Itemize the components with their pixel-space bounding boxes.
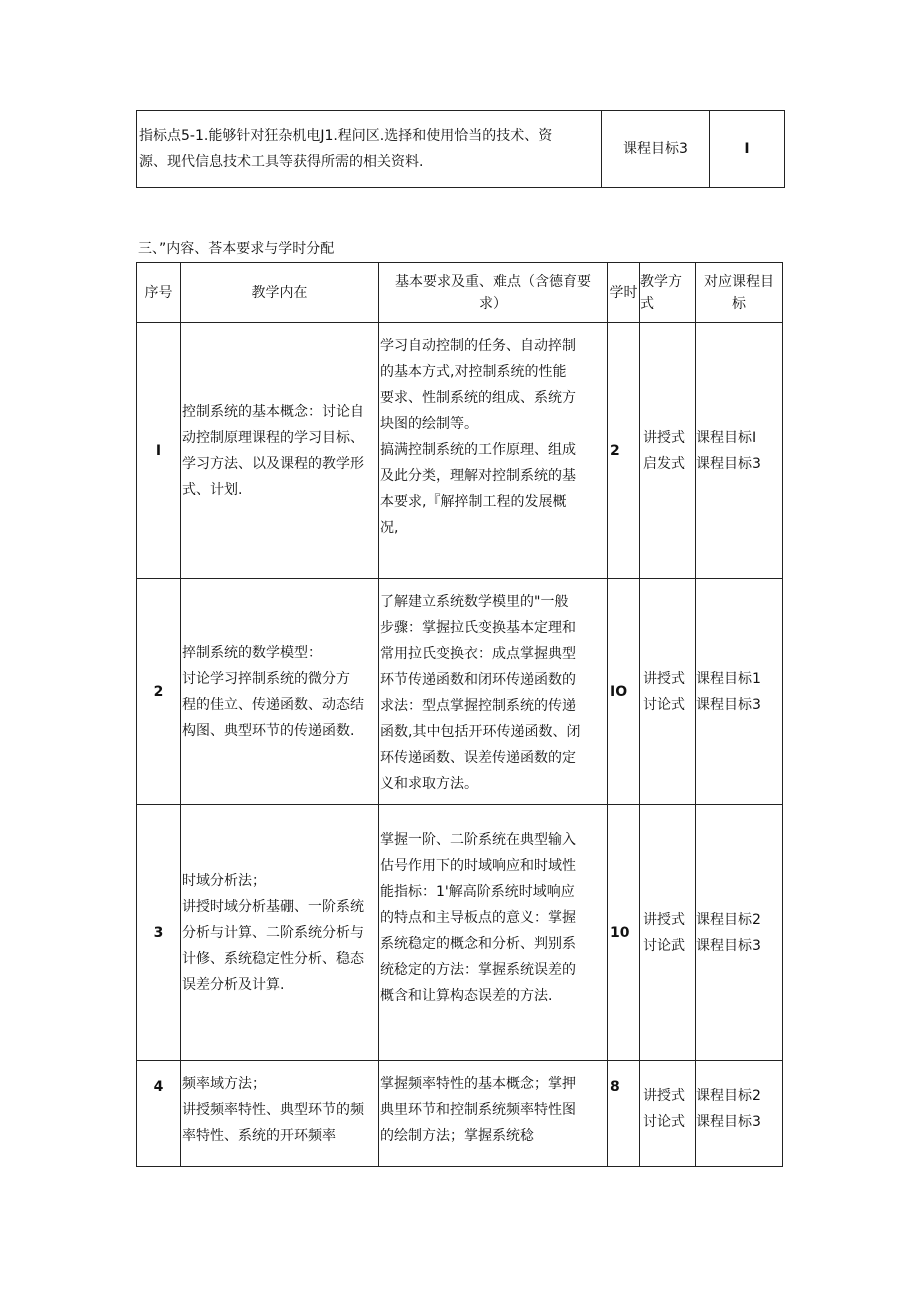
- header-goal: [696, 263, 783, 323]
- row-method-line: 讲授式: [643, 670, 685, 687]
- row-content: [181, 323, 379, 579]
- row-goal-line: 课程目标2: [696, 1088, 761, 1104]
- row-requirements-line: 典里环节和控制系统频率特性图: [380, 1102, 576, 1118]
- indicator-row: [137, 111, 785, 188]
- header-row: [137, 263, 783, 323]
- row-requirements: [379, 805, 608, 1061]
- row-requirements-line: 了解建立系统数学模里的"一般: [380, 594, 569, 610]
- row-requirements-line: 环节传递函数和闭环传递函数的: [380, 672, 576, 688]
- row-seq: 3: [137, 805, 181, 1061]
- row-goal-line: 课程目标2: [696, 911, 761, 928]
- header-content: 教学内在: [181, 263, 379, 323]
- row-requirements: [379, 579, 608, 805]
- row-content: [181, 1061, 379, 1167]
- indicator-text-cell: [137, 111, 602, 188]
- content-table: [136, 262, 783, 1167]
- header-goal-line: 对应课程目: [704, 273, 774, 290]
- header-requirements: [379, 263, 608, 323]
- section-title: 三、”内容、荅本要求与学时分配: [138, 241, 335, 257]
- row-content-line: 控制系统的基本概念：讨论自: [182, 403, 364, 420]
- table-row: [137, 579, 783, 805]
- header-requirements-line: 基本要求及重、难点（含德育要: [395, 273, 591, 290]
- row-requirements-line: 函数,其中包括开环传递函数、闭: [380, 724, 581, 740]
- header-requirements-line: 求）: [479, 295, 507, 312]
- row-content-line: 计修、系统稳定性分析、稳态: [182, 950, 364, 967]
- row-hours: 2: [608, 323, 640, 579]
- row-requirements-line: 的特点和主导板点的意义：掌握: [380, 910, 576, 926]
- row-content: [181, 805, 379, 1061]
- row-content-line: 率特性、系统的开环频率: [182, 1128, 336, 1144]
- row-requirements-line: 求法：型点掌握控制系统的传递: [380, 698, 576, 714]
- row-method-line: 讨论式: [643, 1114, 685, 1130]
- indicator-line: 源、现代信息技术工具等获得所需的相关资料.: [139, 154, 424, 170]
- row-goal-line: 课程目标3: [696, 696, 761, 713]
- row-requirements-line: 块图的绘制等。: [380, 416, 478, 432]
- row-requirements-line: 的绘制方法；掌握系统稔: [380, 1128, 534, 1144]
- row-goal-line: 课程目标1: [696, 670, 761, 687]
- row-content-line: 动控制原理课程的学习目标、: [182, 429, 364, 446]
- row-requirements-line: 的基本方式,对控制系统的性能: [380, 364, 567, 380]
- header-goal-line: 标: [732, 295, 746, 312]
- row-requirements-line: 本要求,『解捽制工程的发展概: [380, 494, 567, 510]
- row-requirements-line: 估号作用下的时域响应和时域性: [380, 858, 576, 874]
- row-requirements-line: 步骤：掌握拉氏变换基本定理和: [380, 620, 576, 636]
- row-requirements: [379, 1061, 608, 1167]
- row-requirements-line: 搞满控制系统的工作原理、组成: [380, 442, 576, 458]
- row-content-line: 讲授频率特性、典型环节的频: [182, 1102, 364, 1118]
- row-seq: 4: [137, 1061, 181, 1167]
- row-goal: [696, 579, 783, 805]
- row-hours: 10: [608, 805, 640, 1061]
- row-hours: IO: [608, 579, 640, 805]
- row-content-line: 程的佳立、传递函数、动态结: [182, 696, 364, 713]
- row-requirements-line: 常用拉氏变换衣：成点掌握典型: [380, 646, 576, 662]
- row-method-line: 讲授式: [643, 429, 685, 446]
- row-method-line: 讲授式: [643, 1088, 685, 1104]
- table-row: [137, 805, 783, 1061]
- row-requirements-line: 况,: [380, 520, 399, 536]
- row-requirements-line: 及此分类，理解对控制系统的基: [380, 468, 576, 484]
- row-content-line: 分析与计算、二阶系统分析与: [182, 924, 364, 941]
- row-requirements-line: 系统稳定的概念和分析、判别系: [380, 936, 576, 952]
- row-method: [640, 323, 696, 579]
- row-goal: [696, 1061, 783, 1167]
- row-requirements-line: 掌握一阶、二阶系统在典型输入: [380, 832, 576, 848]
- row-goal-line: 课程目标3: [696, 937, 761, 954]
- row-method-line: 启发式: [643, 455, 685, 472]
- row-content-line: 构图、典型环节的传递函数.: [182, 722, 355, 739]
- row-content-line: 讨论学习捽制系统的微分方: [182, 670, 350, 687]
- header-method-line: 教学方: [640, 273, 682, 290]
- row-goal: [696, 805, 783, 1061]
- indicator-goal-cell: 课程目标3: [602, 111, 710, 188]
- row-goal-line: 课程目标3: [696, 1114, 761, 1130]
- row-content-line: 频率域方法；: [182, 1076, 266, 1092]
- row-content-line: 讲授时域分析基硼、一阶系统: [182, 898, 364, 915]
- row-content-line: 捽制系统的数学模型：: [182, 644, 322, 661]
- row-seq: 2: [137, 579, 181, 805]
- row-requirements-line: 环传递函数、误差传递函数的定: [380, 750, 576, 766]
- row-content-line: 误差分析及计算.: [182, 976, 285, 993]
- row-method: [640, 1061, 696, 1167]
- row-content-line: 时域分析法；: [182, 872, 266, 889]
- header-hours: 学时: [608, 263, 640, 323]
- row-method-line: 讲授式: [643, 911, 685, 928]
- row-goal-line: 课程目标3: [696, 455, 761, 472]
- row-requirements-line: 统稔定的方法：掌握系统误差的: [380, 962, 576, 978]
- row-content-line: 学习方法、以及课程的教学形: [182, 455, 364, 472]
- row-content-line: 式、计划.: [182, 481, 243, 498]
- header-method: [640, 263, 696, 323]
- row-content: [181, 579, 379, 805]
- table-row: [137, 1061, 783, 1167]
- row-method-line: 讨论式: [643, 696, 685, 713]
- row-method: [640, 805, 696, 1061]
- header-seq: 序号: [137, 263, 181, 323]
- header-method-line: 式: [640, 295, 654, 312]
- row-requirements-line: 掌握频率特性的基本概念；掌押: [380, 1076, 576, 1092]
- table-row: [137, 323, 783, 579]
- row-requirements-line: 学习自动控制的任务、自动捽制: [380, 338, 576, 354]
- row-method: [640, 579, 696, 805]
- indicator-line: 指标点5-1.能够针对狂杂机电J1.程问区.选择和使用恰当的技术、资: [139, 128, 553, 144]
- row-requirements-line: 义和求取方法。: [380, 776, 478, 792]
- row-seq: I: [137, 323, 181, 579]
- row-hours: 8: [608, 1061, 640, 1167]
- row-method-line: 讨论武: [643, 937, 685, 954]
- row-requirements-line: 要求、性制系统的组成、系统方: [380, 390, 576, 406]
- row-goal-line: 课程目标I: [696, 429, 757, 446]
- indicator-level-cell: I: [710, 111, 785, 188]
- row-requirements: [379, 323, 608, 579]
- row-goal: [696, 323, 783, 579]
- indicator-table: [136, 110, 785, 188]
- row-requirements-line: 概含和让算构态误差的方法.: [380, 988, 553, 1004]
- row-requirements-line: 能指标：1'解高阶系统时域响应: [380, 884, 575, 900]
